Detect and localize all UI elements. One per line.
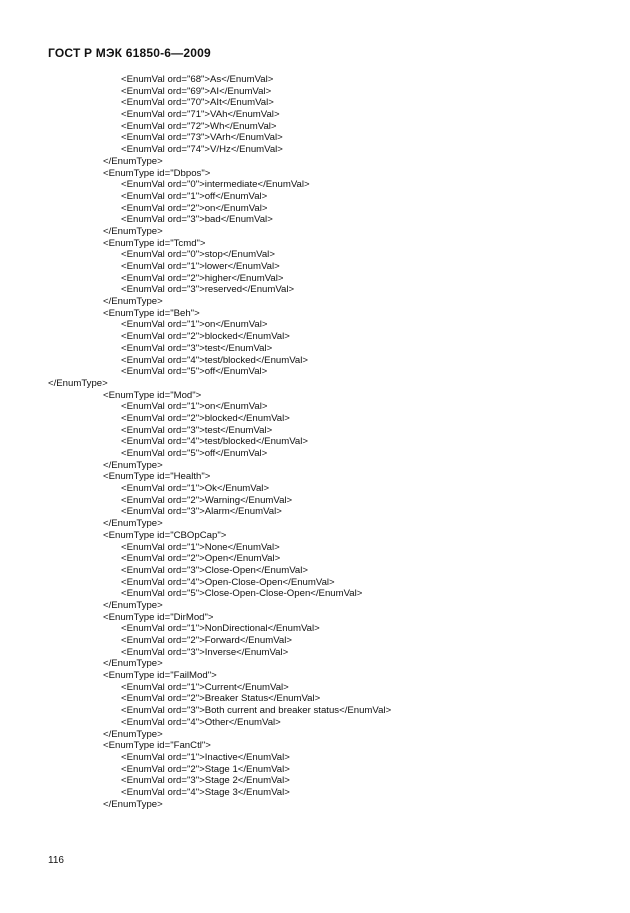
code-line: <EnumVal ord="1">lower</EnumVal> xyxy=(121,261,280,272)
code-line: <EnumType id="Dbpos"> xyxy=(103,167,211,179)
code-line: <EnumVal ord="3">reserved</EnumVal> xyxy=(121,284,295,296)
code-line: <EnumVal ord="3">Alarm</EnumVal> xyxy=(121,506,282,518)
code-line: <EnumVal ord="0">intermediate</EnumVal> xyxy=(121,179,310,191)
code-line: <EnumType id="FailMod"> xyxy=(103,670,217,682)
code-line: <EnumVal ord="4">Other</EnumVal> xyxy=(121,716,281,728)
code-line: <EnumVal ord="5">off</EnumVal> xyxy=(121,448,268,459)
code-line: <EnumVal ord="3">Stage 2</EnumVal> xyxy=(121,775,290,787)
code-line: <EnumVal ord="71">VAh</EnumVal> xyxy=(121,109,280,121)
code-line: <EnumVal ord="3">Inverse</EnumVal> xyxy=(121,646,289,658)
code-line: <EnumVal ord="68">As</EnumVal> xyxy=(121,74,274,85)
code-line: </EnumType> xyxy=(103,459,163,471)
code-line: <EnumType id="Beh"> xyxy=(103,307,200,319)
xml-code-listing xyxy=(0,74,630,810)
code-line: <EnumVal ord="69">AI</EnumVal> xyxy=(121,85,272,97)
code-line: <EnumVal ord="1">Current</EnumVal> xyxy=(121,681,289,693)
code-line: <EnumVal ord="2">higher</EnumVal> xyxy=(121,272,284,284)
code-line: <EnumVal ord="4">Open-Close-Open</EnumVal> xyxy=(121,576,335,588)
code-line: <EnumVal ord="1">NonDirectional</EnumVal> xyxy=(121,623,320,635)
code-line: </EnumType> xyxy=(103,518,163,530)
code-line: <EnumVal ord="1">None</EnumVal> xyxy=(121,541,280,553)
code-line: <EnumVal ord="2">Forward</EnumVal> xyxy=(121,635,292,646)
code-line: <EnumVal ord="3">bad</EnumVal> xyxy=(121,214,273,226)
code-line: </EnumType> xyxy=(103,728,163,740)
code-line: <EnumVal ord="74">V/Hz</EnumVal> xyxy=(121,144,283,156)
code-line: </EnumType> xyxy=(103,296,163,308)
code-line: <EnumVal ord="3">test</EnumVal> xyxy=(121,342,273,354)
code-line: </EnumType> xyxy=(103,658,163,670)
code-line: </EnumType> xyxy=(103,225,163,237)
code-line: <EnumVal ord="2">blocked</EnumVal> xyxy=(121,412,290,424)
code-line: <EnumType id="FanCtl"> xyxy=(103,740,211,752)
code-line: <EnumVal ord="4">test/blocked</EnumVal> xyxy=(121,436,308,448)
code-line: </EnumType> xyxy=(103,798,163,810)
page-number: 116 xyxy=(48,855,64,866)
code-line: <EnumVal ord="4">Stage 3</EnumVal> xyxy=(121,786,290,798)
code-line: <EnumVal ord="2">Open</EnumVal> xyxy=(121,553,281,565)
code-line: <EnumType id="DirMod"> xyxy=(103,611,214,623)
document-header: ГОСТ Р МЭК 61850-6—2009 xyxy=(48,46,211,60)
code-line: <EnumVal ord="5">off</EnumVal> xyxy=(121,366,268,378)
code-line: <EnumType id="Tcmd"> xyxy=(103,237,206,249)
code-line: <EnumVal ord="1">Inactive</EnumVal> xyxy=(121,751,290,763)
code-line: <EnumVal ord="2">Breaker Status</EnumVal> xyxy=(121,693,321,705)
code-line: <EnumVal ord="3">Both current and breaker status</EnumVal> xyxy=(121,705,392,717)
code-line: <EnumVal ord="2">on</EnumVal> xyxy=(121,202,268,214)
code-line: <EnumVal ord="0">stop</EnumVal> xyxy=(121,249,275,261)
code-line: <EnumVal ord="2">Warning</EnumVal> xyxy=(121,494,293,506)
code-line: <EnumType id="CBOpCap"> xyxy=(103,529,227,541)
code-line: <EnumVal ord="72">Wh</EnumVal> xyxy=(121,120,277,132)
code-line: <EnumVal ord="1">on</EnumVal> xyxy=(121,319,268,331)
code-line: <EnumVal ord="4">test/blocked</EnumVal> xyxy=(121,354,308,366)
code-line: <EnumVal ord="3">Close-Open</EnumVal> xyxy=(121,564,308,576)
code-line: <EnumType id="Mod"> xyxy=(103,389,202,401)
code-line: <EnumVal ord="2">blocked</EnumVal> xyxy=(121,331,290,343)
code-line: <EnumVal ord="1">on</EnumVal> xyxy=(121,401,268,413)
code-line: <EnumVal ord="5">Close-Open-Close-Open</EnumVal> xyxy=(121,588,363,600)
code-line: </EnumType> xyxy=(103,155,163,167)
code-line: </EnumType> xyxy=(48,377,108,389)
code-line: </EnumType> xyxy=(103,599,163,611)
code-line: <EnumVal ord="2">Stage 1</EnumVal> xyxy=(121,763,290,775)
code-line: <EnumVal ord="73">VArh</EnumVal> xyxy=(121,132,283,144)
code-line: <EnumType id="Health"> xyxy=(103,471,211,483)
code-line: <EnumVal ord="1">off</EnumVal> xyxy=(121,190,268,202)
code-line: <EnumVal ord="3">test</EnumVal> xyxy=(121,424,273,436)
code-line: <EnumVal ord="70">AIt</EnumVal> xyxy=(121,97,274,109)
code-line: <EnumVal ord="1">Ok</EnumVal> xyxy=(121,483,270,495)
